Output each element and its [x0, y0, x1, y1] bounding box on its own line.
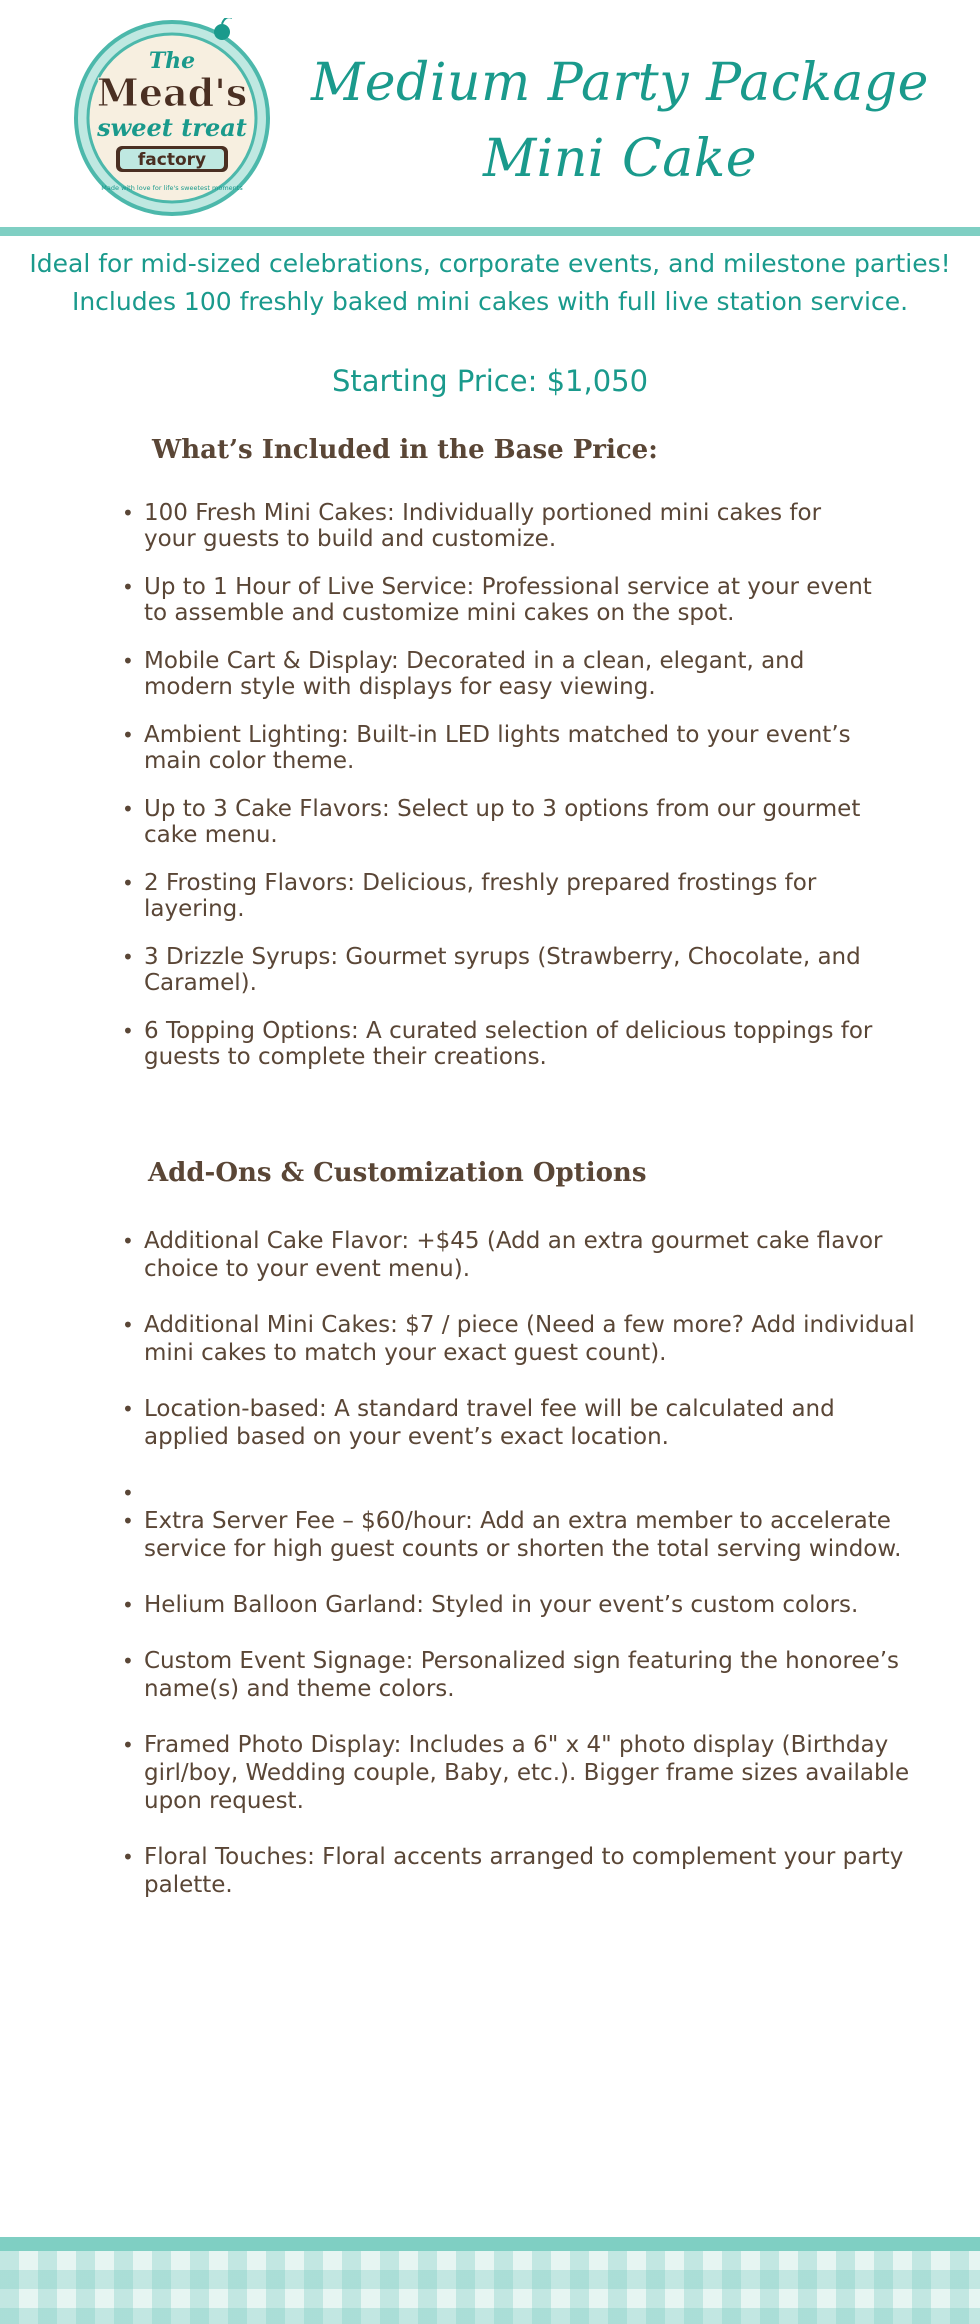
- included-item: • 3 Drizzle Syrups: Gourmet syrups (Strawberry, Chocolate, and Caramel).: [118, 944, 878, 996]
- intro-line-1: Ideal for mid-sized celebrations, corporate events, and milestone parties!: [29, 249, 951, 278]
- addon-item: • Framed Photo Display: Includes a 6" x 4" photo display (Birthday girl/boy, Wedding couple, Baby, etc.). Bigger frame sizes available upon request.: [118, 1731, 918, 1815]
- page-title-line-1: Medium Party Package: [311, 53, 929, 113]
- included-item: • Up to 3 Cake Flavors: Select up to 3 options from our gourmet cake menu.: [118, 796, 878, 848]
- addon-item: • Additional Mini Cakes: $7 / piece (Need a few more? Add individual mini cakes to match your exact guest count).: [118, 1311, 918, 1367]
- intro-line-2: Includes 100 freshly baked mini cakes with full live station service.: [71, 287, 909, 316]
- included-item: • 6 Topping Options: A curated selection of delicious toppings for guests to complete their creations.: [118, 1018, 878, 1070]
- included-list: [118, 500, 878, 1092]
- addon-item: • Floral Touches: Floral accents arranged to complement your party palette.: [118, 1843, 918, 1899]
- brand-logo: [72, 18, 272, 218]
- included-item: • 100 Fresh Mini Cakes: Individually portioned mini cakes for your guests to build and customize.: [118, 500, 878, 552]
- included-item: • 2 Frosting Flavors: Delicious, freshly prepared frostings for layering.: [118, 870, 878, 922]
- svg-text:Mead's: Mead's: [96, 70, 248, 115]
- starting-price: Starting Price: $1,050: [331, 364, 649, 398]
- gingham-footer-pattern: [0, 2251, 980, 2324]
- included-heading: What’s Included in the Base Price:: [152, 435, 658, 465]
- addon-item-empty: [118, 1479, 918, 1507]
- svg-text:The: The: [148, 48, 196, 74]
- addon-item: • Location-based: A standard travel fee will be calculated and applied based on your event’s exact location.: [118, 1395, 918, 1451]
- addon-item: • Custom Event Signage: Personalized sign featuring the honoree’s name(s) and theme colors.: [118, 1647, 918, 1703]
- included-item: • Mobile Cart & Display: Decorated in a clean, elegant, and modern style with displays for easy viewing.: [118, 648, 878, 700]
- addons-heading: Add-Ons & Customization Options: [148, 1158, 647, 1188]
- addons-list: [118, 1227, 918, 1927]
- svg-text:Made with love for life's swee: Made with love for life's sweetest moments: [101, 184, 243, 192]
- addon-item: • Additional Cake Flavor: +$45 (Add an extra gourmet cake flavor choice to your event menu).: [118, 1227, 918, 1283]
- header-divider: [0, 227, 980, 236]
- footer-divider: [0, 2237, 980, 2251]
- svg-text:factory: factory: [137, 150, 207, 170]
- included-item: • Ambient Lighting: Built-in LED lights matched to your event’s main color theme.: [118, 722, 878, 774]
- included-item: • Up to 1 Hour of Live Service: Professional service at your event to assemble and customize mini cakes on the spot.: [118, 574, 878, 626]
- page-title-line-2: Mini Cake: [482, 129, 758, 189]
- addon-item: • Extra Server Fee – $60/hour: Add an extra member to accelerate service for high guest counts or shorten the total serving window.: [118, 1507, 918, 1563]
- addon-item: • Helium Balloon Garland: Styled in your event’s custom colors.: [118, 1591, 918, 1619]
- svg-text:sweet treat: sweet treat: [97, 113, 247, 142]
